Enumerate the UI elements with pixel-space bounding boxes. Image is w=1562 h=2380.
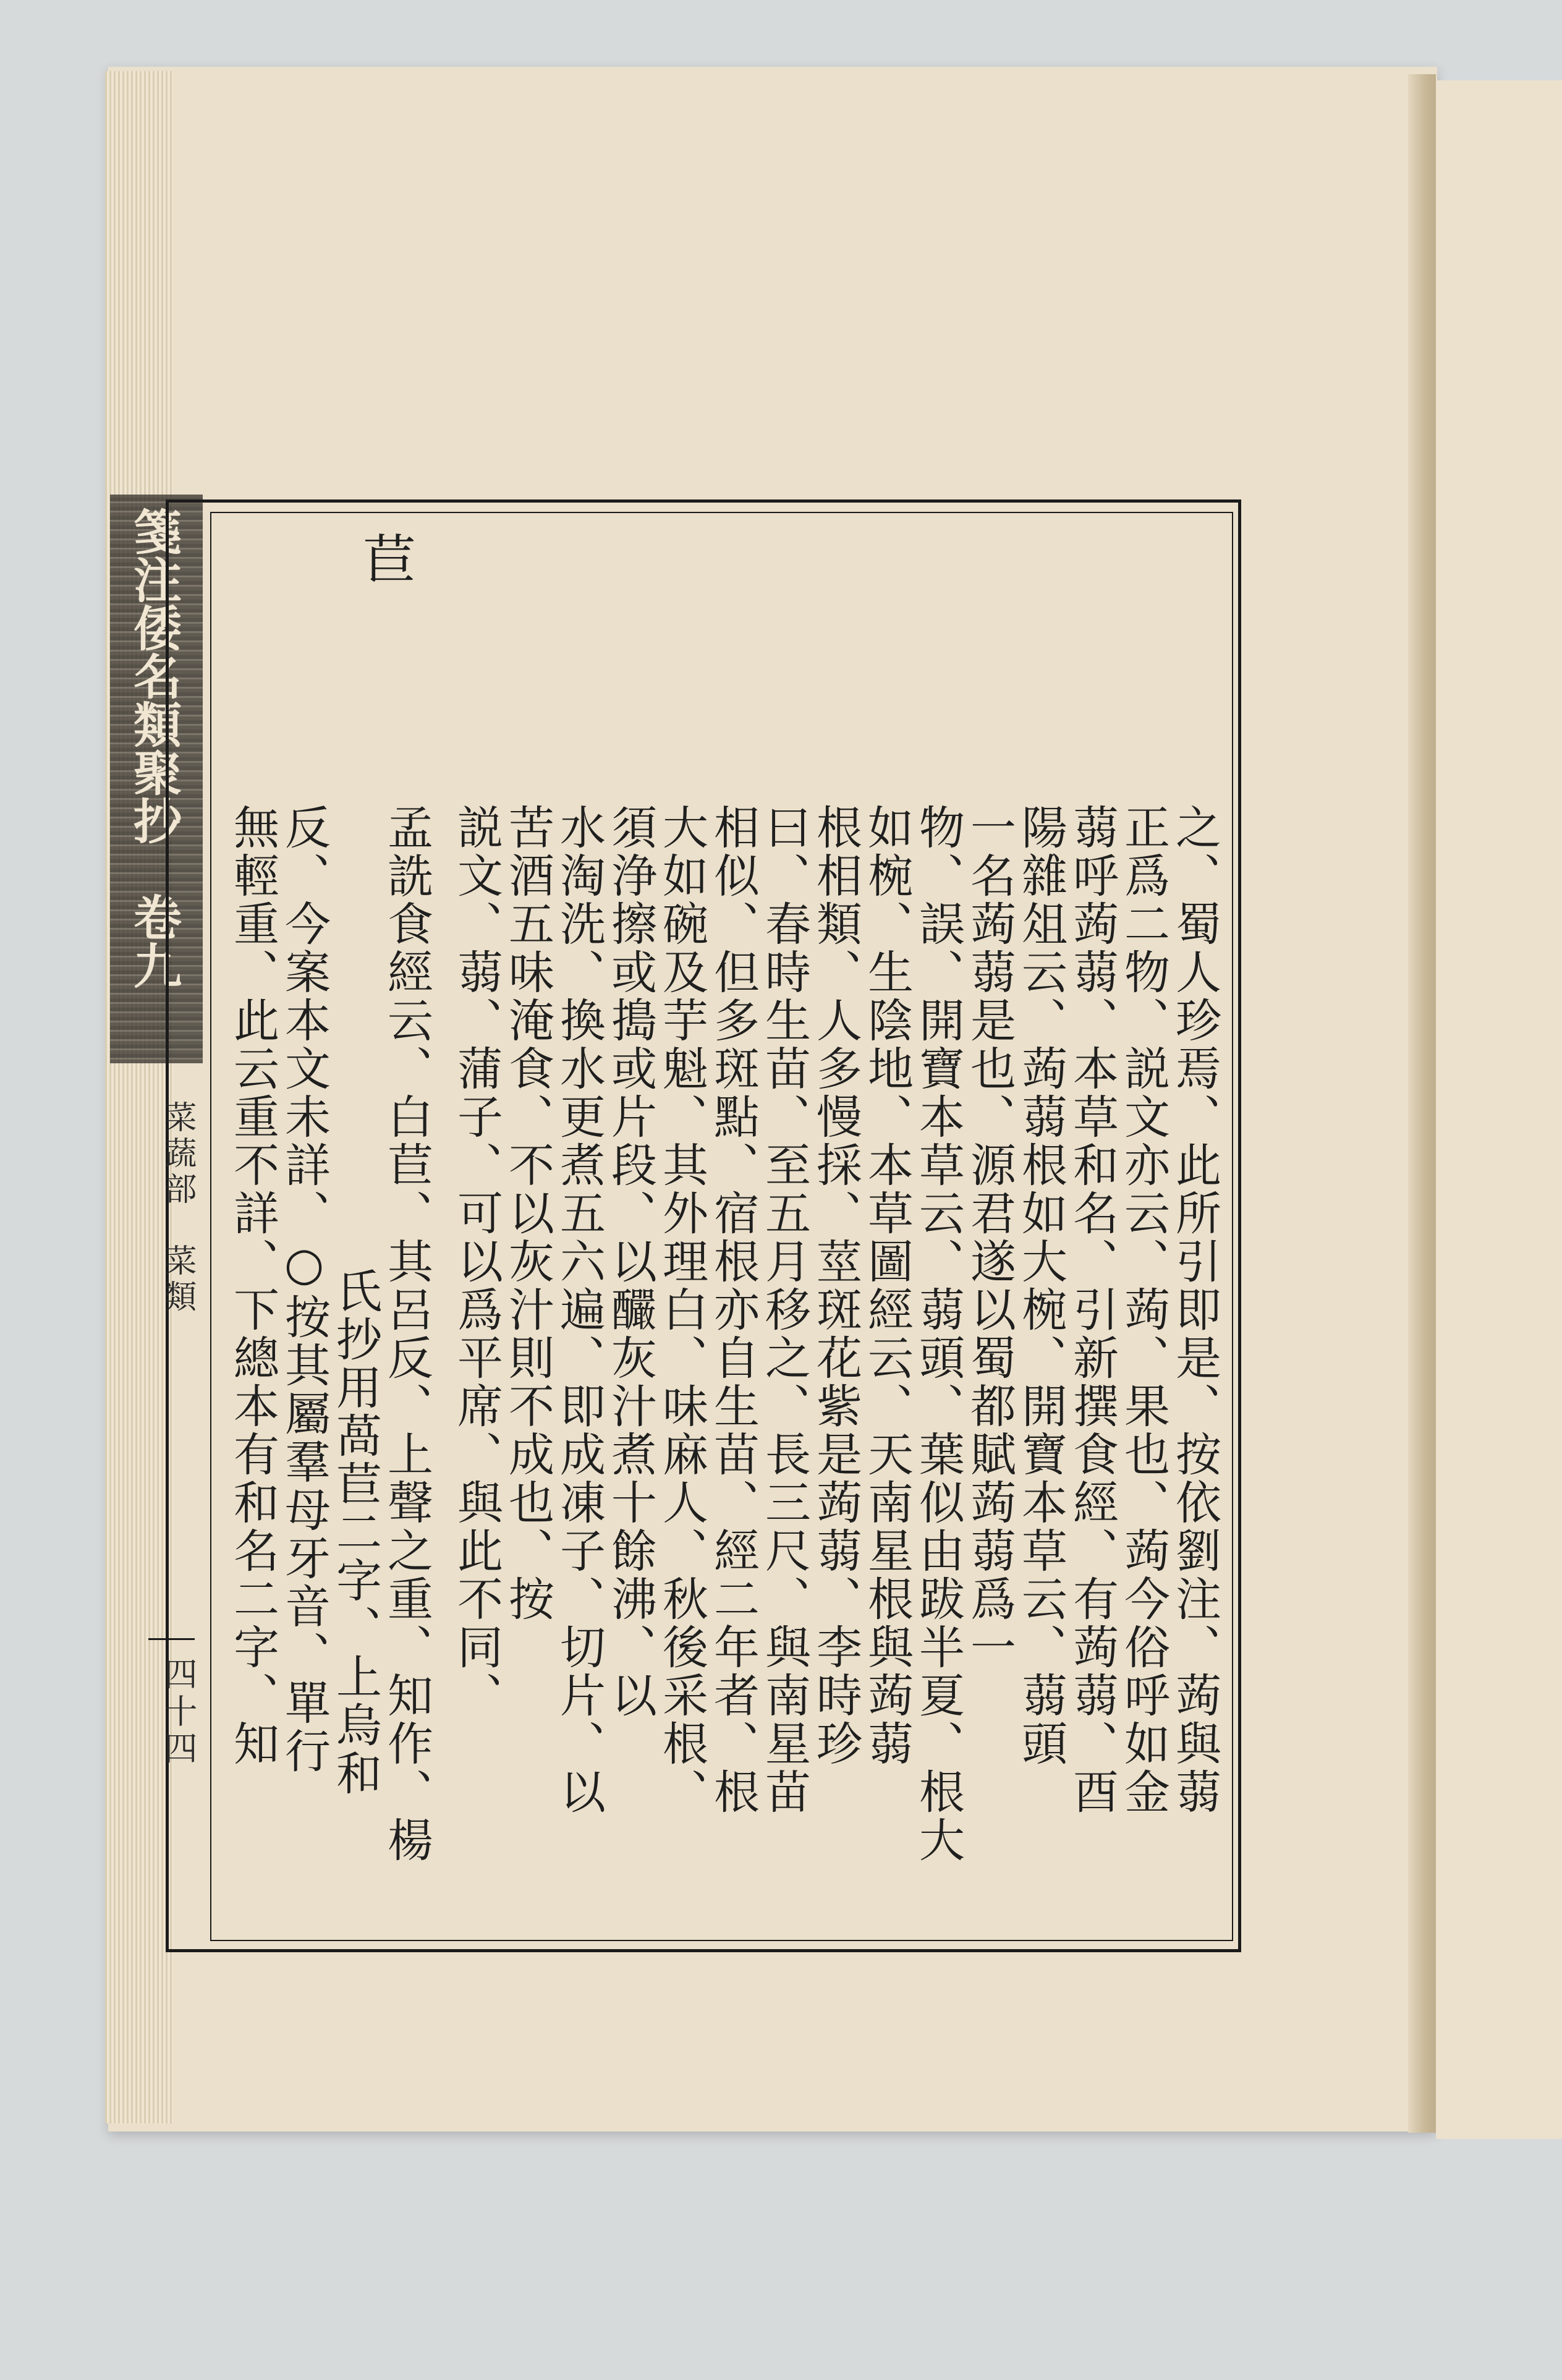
text-column: 孟詵食經云、白苣、其呂反、上聲之重、知作、楊 <box>380 804 433 1864</box>
text-column: 説文、蒻、蒲子、可以爲平席、與此不同、 <box>450 804 503 1720</box>
text-column: 陽雜俎云、蒟蒻根如大椀、開寶本草云、蒻頭 <box>1014 804 1068 1768</box>
text-column: 反、今案本文未詳、○按其屬羣母牙音、單行 <box>278 804 331 1775</box>
text-column: 苦酒五味淹食、不以灰汁則不成也、按 <box>501 804 554 1623</box>
text-column: 根相類、人多慢採、莖斑花紫是蒟蒻、李時珍 <box>809 804 862 1768</box>
text-column: 蒻呼蒟蒻、本草和名、引新撰食經、有蒟蒻、酉 <box>1066 804 1119 1816</box>
text-column: 正爲二物、説文亦云、蒟、果也、蒟今俗呼如金 <box>1117 804 1170 1816</box>
category-label: 菜蔬部 菜類 <box>159 1100 196 1315</box>
text-column: 如椀、生陰地、本草圖經云、天南星根與蒟蒻 <box>860 804 914 1768</box>
text-column: 之、蜀人珍焉、此所引即是、按依劉注、蒟與蒻 <box>1168 804 1221 1816</box>
text-column: 無輕重、此云重不詳、下總本有和名二字、知 <box>226 804 279 1768</box>
facing-page <box>1436 80 1562 2139</box>
text-column: 物、誤、開寶本草云、蒻頭、葉似由跋半夏、根大 <box>912 804 965 1864</box>
entry-heading: 苣 <box>354 532 415 585</box>
text-column: 氏抄用萵苣二字、上烏和 <box>329 1267 382 1798</box>
page-stack-edge <box>105 71 173 2123</box>
folio-number: 四十四 <box>159 1657 198 1768</box>
book-gutter <box>1408 74 1436 2133</box>
text-column: 水淘洗、換水更煮五六遍、即成凍子、切片、以 <box>553 804 606 1816</box>
text-column: 大如碗及芋魁、其外理白、味麻人、秋後采根、 <box>655 804 708 1816</box>
text-column: 相似、但多斑點、宿根亦自生苗、經二年者、根 <box>707 804 760 1816</box>
text-column: 曰、春時生苗、至五月移之、長三尺、與南星苗 <box>758 804 811 1816</box>
text-column: 須浄擦或搗或片段、以釅灰汁煮十餘沸、以 <box>604 804 657 1720</box>
spine-title: 箋注倭名類聚抄 卷九 <box>125 507 182 989</box>
text-column: 一名蒟蒻是也、源君遂以蜀都賦蒟蒻爲一 <box>963 804 1016 1672</box>
folio-rule <box>148 1638 195 1640</box>
